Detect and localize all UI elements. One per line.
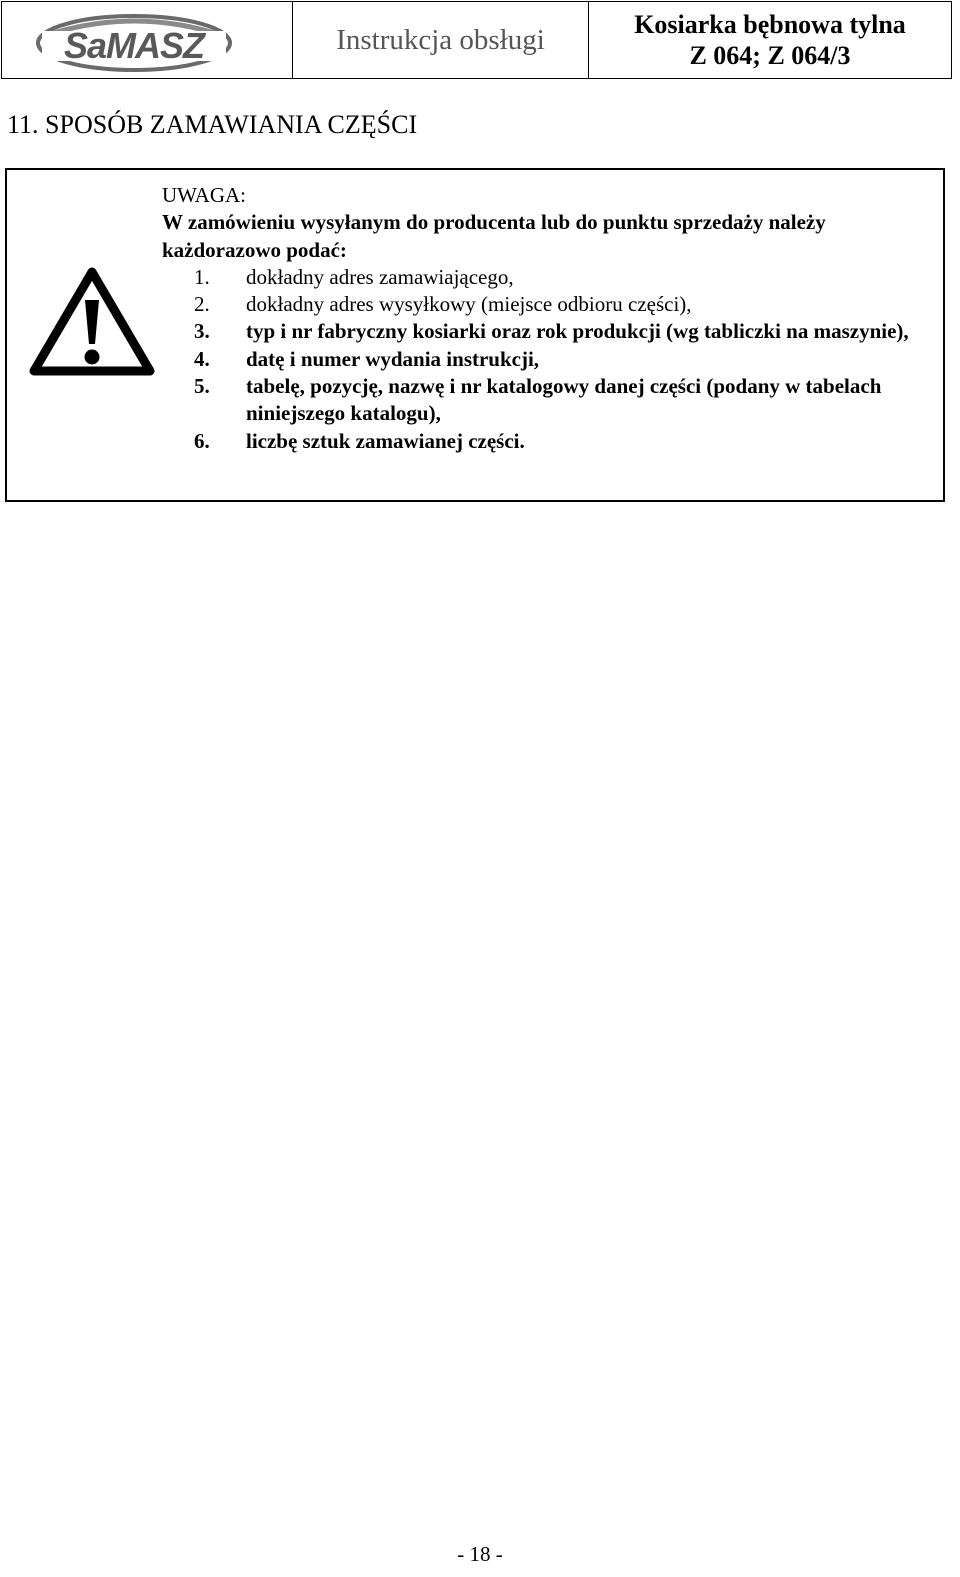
product-cell	[589, 2, 951, 78]
list-item	[162, 428, 932, 455]
logo-text: SaMASZ	[63, 25, 205, 66]
warning-triangle-icon	[28, 264, 156, 378]
list-item-text: datę i numer wydania instrukcji,	[246, 346, 540, 371]
list-item-number: 3.	[194, 319, 210, 344]
notice-text	[162, 182, 932, 455]
page-number: - 18 -	[457, 1542, 503, 1566]
list-item	[162, 318, 932, 345]
manual-label: Instrukcja obsługi	[336, 23, 545, 56]
section-title: 11. SPOSÓB ZAMAWIANIA CZĘŚCI	[7, 110, 418, 139]
list-item-text: typ i nr fabryczny kosiarki oraz rok produkcji (wg tabliczki na maszynie),	[246, 319, 909, 344]
page-header	[1, 1, 952, 79]
list-item	[162, 291, 932, 318]
list-item-text: tabelę, pozycję, nazwę i nr katalogowy danej części (podany w tabelach niniejszego katalogu),	[246, 374, 882, 426]
list-item-text: liczbę sztuk zamawianej części.	[246, 428, 525, 453]
list-item	[162, 346, 932, 373]
required-info-list	[162, 264, 932, 455]
list-item-number: 5.	[194, 374, 210, 399]
list-item-text: dokładny adres zamawiającego,	[246, 264, 514, 289]
list-item-text: dokładny adres wysyłkowy (miejsce odbioru części),	[246, 292, 692, 317]
list-item	[162, 264, 932, 291]
warning-notice-box	[5, 168, 945, 502]
notice-intro: W zamówieniu wysyłanym do producenta lub do punktu sprzedaży należy każdorazowo podać:	[162, 210, 826, 262]
logo-cell	[2, 2, 292, 78]
notice-heading: UWAGA:	[162, 183, 246, 207]
list-item	[162, 373, 932, 428]
list-item-number: 4.	[194, 346, 210, 371]
list-item-number: 6.	[194, 428, 210, 453]
product-name: Kosiarka bębnowa tylna	[634, 10, 906, 39]
list-item-number: 2.	[194, 292, 210, 317]
product-models: Z 064; Z 064/3	[689, 41, 851, 70]
manual-label-cell	[292, 2, 589, 78]
list-item-number: 1.	[194, 264, 210, 289]
samasz-logo	[34, 12, 234, 74]
